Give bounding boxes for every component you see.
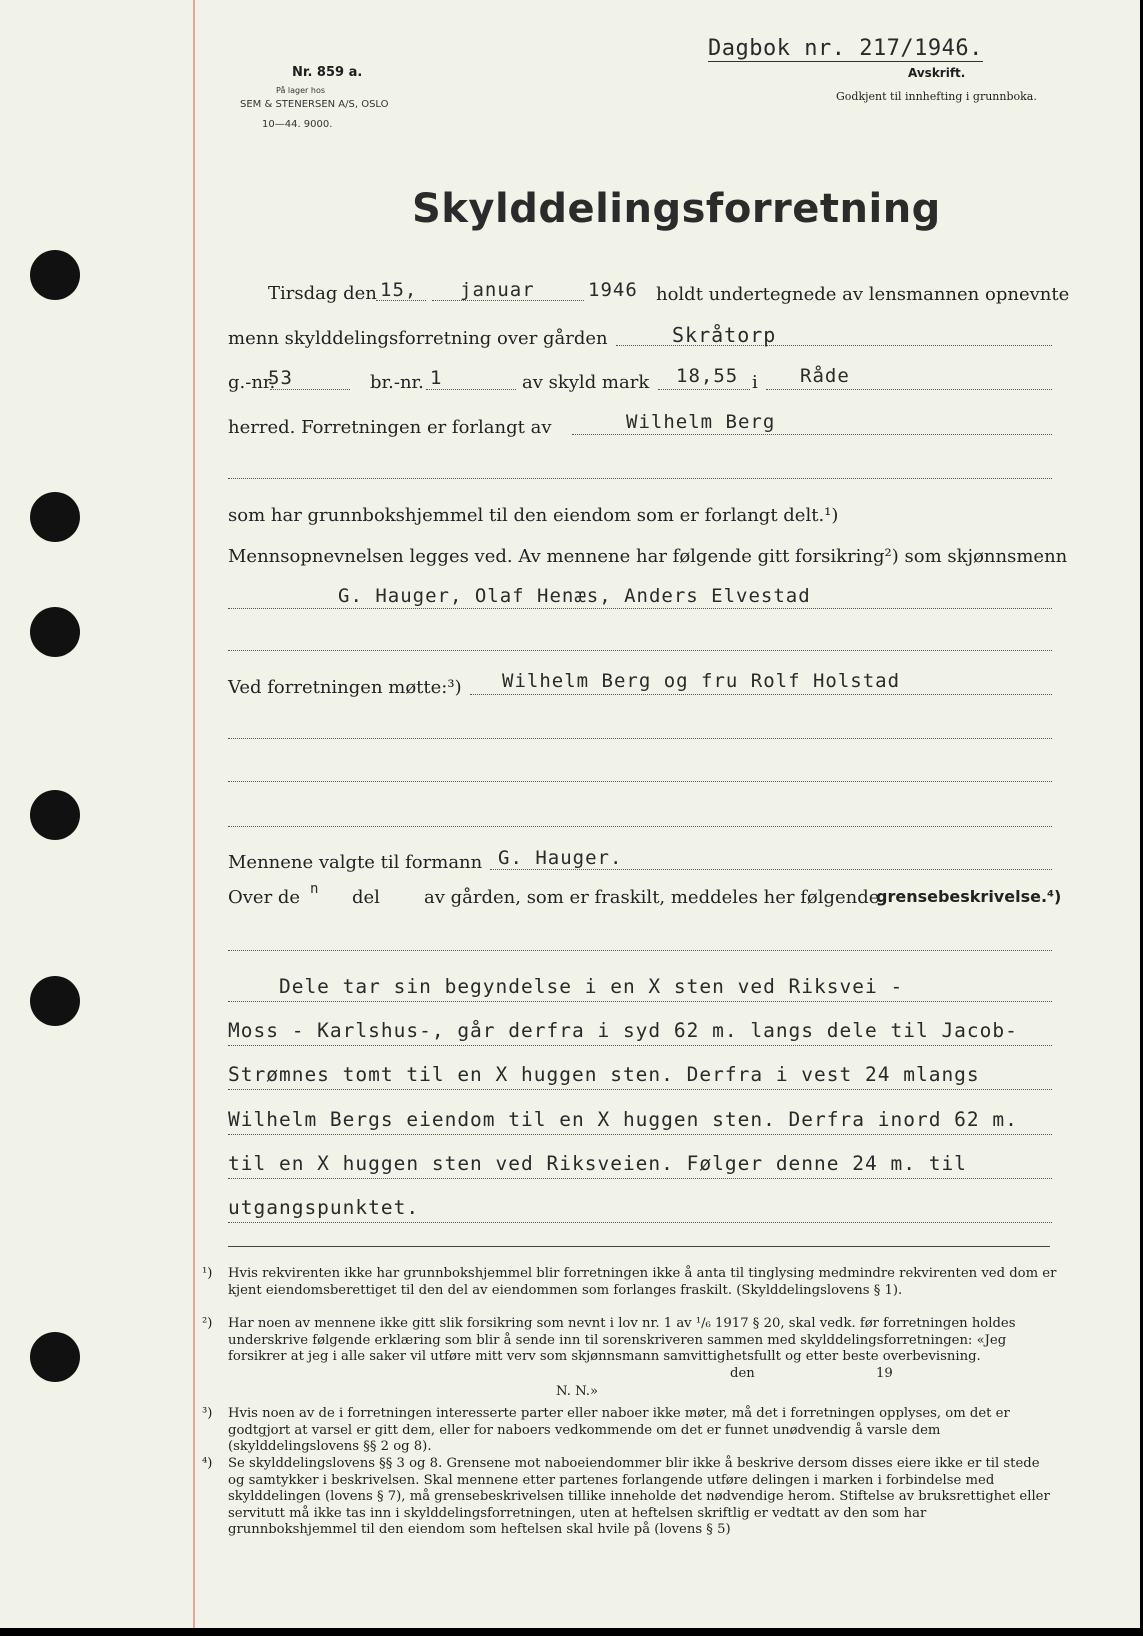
dotted-line [228, 781, 1052, 782]
footnote-4 [202, 1456, 1058, 1539]
form-text: Over de [228, 887, 301, 908]
dotted-line [572, 434, 1052, 435]
description-line: til en X huggen sten ved Riksveien. Følger denne 24 m. til [228, 1152, 967, 1175]
form-number: Nr. 859 a. [292, 65, 363, 80]
form-text: Tirsdag den [268, 283, 377, 304]
field-year: 1946 [588, 279, 638, 301]
field-day: 15, [380, 279, 418, 301]
dotted-line [432, 300, 584, 301]
form-text-bold: grensebeskrivelse.⁴) [876, 887, 1062, 906]
footnote-mark: ³) [202, 1406, 213, 1421]
field-present: Wilhelm Berg og fru Rolf Holstad [502, 670, 901, 692]
field-gnr: 53 [268, 367, 293, 389]
footnote-date-label: den [730, 1366, 755, 1381]
dotted-line [228, 1222, 1052, 1223]
form-text: av gården, som er fraskilt, meddeles her følgende [424, 887, 880, 908]
dotted-line [270, 389, 350, 390]
punch-hole [30, 492, 80, 542]
form-text: herred. Forretningen er forlangt av [228, 417, 552, 438]
dotted-line [228, 738, 1052, 739]
description-line: Moss - Karlshus-, går derfra i syd 62 m. langs dele til Jacob- [228, 1019, 1018, 1042]
dotted-line [228, 1134, 1052, 1135]
footnote-mark: ²) [202, 1316, 213, 1331]
field-part: n [310, 881, 320, 897]
dotted-line [376, 300, 426, 301]
field-assessors: G. Hauger, Olaf Henæs, Anders Elvestad [338, 585, 811, 607]
form-text: del [352, 887, 380, 908]
description-line: Strømnes tomt til en X huggen sten. Derfra i vest 24 mlangs [228, 1063, 980, 1086]
footnote-1 [202, 1266, 1058, 1299]
dotted-line [228, 1001, 1052, 1002]
footnote-mark: ⁴) [202, 1456, 213, 1471]
field-month: januar [460, 279, 535, 301]
dotted-line [228, 950, 1052, 951]
field-skyld: 18,55 [676, 365, 739, 387]
footnote-2 [202, 1316, 1058, 1388]
form-text: som har grunnbokshjemmel til den eiendom som er forlangt delt.¹) [228, 505, 839, 526]
footnote-mark: ¹) [202, 1266, 213, 1281]
dotted-line [228, 650, 1052, 651]
form-text: av skyld mark [522, 372, 650, 393]
dagbok-number: Dagbok nr. 217/1946. [708, 36, 983, 61]
punch-hole [30, 790, 80, 840]
printer-line: På lager hos [276, 86, 325, 95]
description-line: Wilhelm Bergs eiendom til en X huggen sten. Derfra inord 62 m. [228, 1108, 1018, 1131]
punch-hole [30, 976, 80, 1026]
dotted-line [228, 1178, 1052, 1179]
footnote-text: Har noen av mennene ikke gitt slik forsikring som nevnt i lov nr. 1 av ¹/₆ 1917 § 20, skal vedk. før forretningen holdes underskrive følgende erklæring som blir å sende inn til sorenskriveren sammen med skylddelingsforretningen: «Jeg forsikrer at jeg i alle saker vil utføre mitt verv som skjønnsmann samvittighetsfullt og etter beste overbevisning. [228, 1316, 1016, 1365]
dotted-line [470, 694, 1052, 695]
form-text: g.-nr. [228, 372, 276, 393]
printer-line: SEM & STENERSEN A/S, OSLO [240, 99, 389, 110]
form-text: Ved forretningen møtte:³) [228, 677, 462, 698]
form-text: Mennene valgte til formann [228, 852, 483, 873]
field-herred: Råde [800, 365, 850, 387]
punch-hole [30, 1332, 80, 1382]
footnote-year-label: 19 [876, 1366, 893, 1381]
field-brnr: 1 [430, 367, 443, 389]
dotted-line [766, 389, 1052, 390]
field-requester: Wilhelm Berg [626, 411, 776, 433]
description-line: Dele tar sin begyndelse i en X sten ved Riksvei - [228, 975, 904, 998]
form-text: i [752, 372, 758, 393]
dotted-line [658, 389, 750, 390]
footnote-signature: N. N.» [556, 1384, 599, 1399]
form-text: br.-nr. [370, 372, 424, 393]
dotted-line [228, 1045, 1052, 1046]
footnote-divider [228, 1246, 1050, 1247]
form-text: Mennsopnevnelsen legges ved. Av mennene har følgende gitt forsikring²) som skjønnsmenn [228, 546, 1068, 567]
footnote-text: Se skylddelingslovens §§ 3 og 8. Grensene mot naboeiendommer blir ikke å beskrive dersom disses eiere ikke er til stede og samtykker i beskrivelsen. Skal mennene etter partenes forlangende utføre delingen i marken i forbindelse med skylddelingen (lovens § 7), må grensebeskrivelsen tillike inneholde det nødvendige herom. Stiftelse av bruksrettighet eller servitutt må ikke tas inn i skylddelingsforretningen, uten at heftelsen skriftlig er vedtatt av den som har grunnbokshjemmel til den eiendom som heftelsen skal hvile på (lovens § 5) [228, 1456, 1050, 1538]
form-text: menn skylddelingsforretning over gården [228, 328, 608, 349]
footnote-3 [202, 1406, 1058, 1456]
field-farm: Skråtorp [672, 323, 777, 347]
punch-hole [30, 250, 80, 300]
footnote-text: Hvis noen av de i forretningen interesserte parter eller naboer ikke møter, må det i forretningen opplyses, om det er godtgjort at varsel er gitt dem, eller for naboers vedkommende om det er funnet unødvendig å varsle dem (skylddelingslovens §§ 2 og 8). [228, 1406, 1010, 1455]
dotted-line [426, 389, 516, 390]
footnote-text: Hvis rekvirenten ikke har grunnbokshjemmel blir forretningen ikke å anta til tinglysing medmindre rekvirenten ved dom er kjent eiendomsberettiget til den del av eiendommen som forlanges fraskilt. (Skylddelingslovens § 1). [228, 1266, 1057, 1298]
avskrift-label: Avskrift. [908, 66, 966, 80]
dotted-line [490, 869, 1052, 870]
dotted-line [228, 1089, 1052, 1090]
dotted-line [228, 478, 1052, 479]
dotted-line [228, 608, 1052, 609]
description-line: utgangspunktet. [228, 1196, 420, 1219]
printer-line: 10—44. 9000. [262, 119, 333, 130]
punch-hole [30, 607, 80, 657]
form-text: holdt undertegnede av lensmannen opnevnte [656, 284, 1070, 305]
field-chairman: G. Hauger. [498, 847, 623, 869]
margin-rule [193, 0, 195, 1628]
godkjent-note: Godkjent til innhefting i grunnboka. [836, 90, 1037, 103]
dotted-line [228, 826, 1052, 827]
page-title: Skylddelingsforretning [412, 186, 941, 232]
